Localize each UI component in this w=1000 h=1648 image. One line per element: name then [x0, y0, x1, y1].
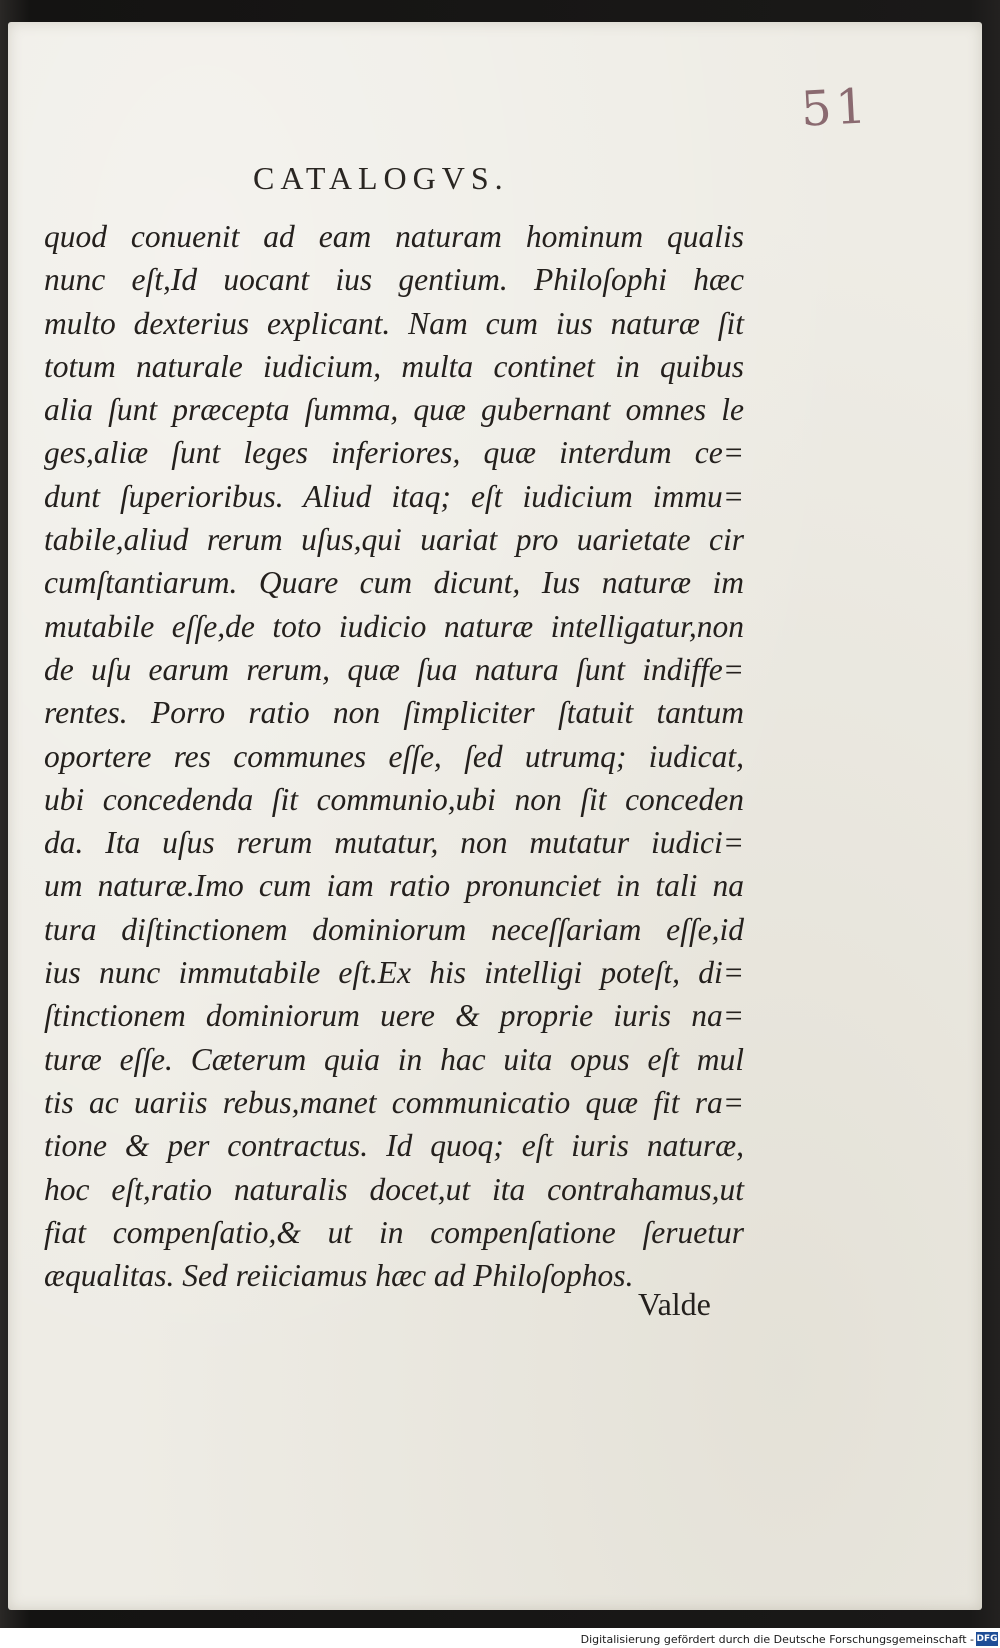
funding-credit: Digitalisierung gefördert durch die Deutsche Forschungsgemeinschaft -	[580, 1633, 974, 1646]
book-page	[8, 22, 982, 1610]
text-line: ius nunc immutabile eſt.Ex his intelligi poteſt, di=	[44, 955, 744, 991]
text-block	[44, 215, 744, 1297]
folio-number: 51	[799, 78, 872, 138]
text-line: ges,aliæ ſunt leges inferiores, quæ interdum ce=	[44, 435, 744, 471]
text-line: hoc eſt,ratio naturalis docet,ut ita contrahamus,ut	[44, 1171, 744, 1207]
text-line: turæ eſſe. Cæterum quia in hac uita opus eſt mul	[44, 1041, 744, 1077]
text-line: multo dexterius explicant. Nam cum ius naturæ ſit	[44, 305, 744, 341]
text-line: fiat compenſatio,& ut in compenſatione ſeruetur	[44, 1214, 744, 1250]
text-line: tabile,aliud rerum uſus,qui uariat pro uarietate cir	[44, 522, 744, 558]
text-line: rentes. Porro ratio non ſimpliciter ſtatuit tantum	[44, 695, 744, 731]
text-line: tis ac uariis rebus,manet communicatio quæ fit ra=	[44, 1084, 744, 1120]
footer-bar	[0, 1628, 1000, 1648]
running-head: CATALOGVS.	[253, 160, 509, 196]
text-line: nunc eſt,Id uocant ius gentium. Philoſophi hæc	[44, 262, 744, 298]
text-line: cumſtantiarum. Quare cum dicunt, Ius naturæ im	[44, 565, 744, 601]
text-line: tura diſtinctionem dominiorum neceſſariam eſſe,id	[44, 911, 744, 947]
text-line: tione & per contractus. Id quoq; eſt iuris naturæ,	[44, 1128, 744, 1164]
text-line: dunt ſuperioribus. Aliud itaq; eſt iudicium immu=	[44, 478, 744, 514]
text-line: ubi concedenda ſit communio,ubi non ſit conceden	[44, 781, 744, 817]
text-line: æqualitas. Sed reiiciamus hæc ad Philoſophos.	[44, 1258, 634, 1294]
text-line: totum naturale iudicium, multa continet in quibus	[44, 348, 744, 384]
text-line: alia ſunt præcepta ſumma, quæ gubernant omnes le	[44, 392, 744, 428]
text-line: da. Ita uſus rerum mutatur, non mutatur iudici=	[44, 825, 744, 861]
text-line: um naturæ.Imo cum iam ratio pronunciet in tali na	[44, 868, 744, 904]
text-line: de uſu earum rerum, quæ ſua natura ſunt indiffe=	[44, 651, 744, 687]
text-line: oportere res communes eſſe, ſed utrumq; iudicat,	[44, 738, 744, 774]
dfg-logo-icon: DFG	[976, 1634, 998, 1644]
catchword: Valde	[638, 1286, 711, 1322]
text-line: ſtinctionem dominiorum uere & proprie iuris na=	[44, 998, 744, 1034]
text-line: mutabile eſſe,de toto iudicio naturæ intelligatur,non	[44, 608, 744, 644]
text-line: quod conuenit ad eam naturam hominum qualis	[44, 219, 744, 254]
